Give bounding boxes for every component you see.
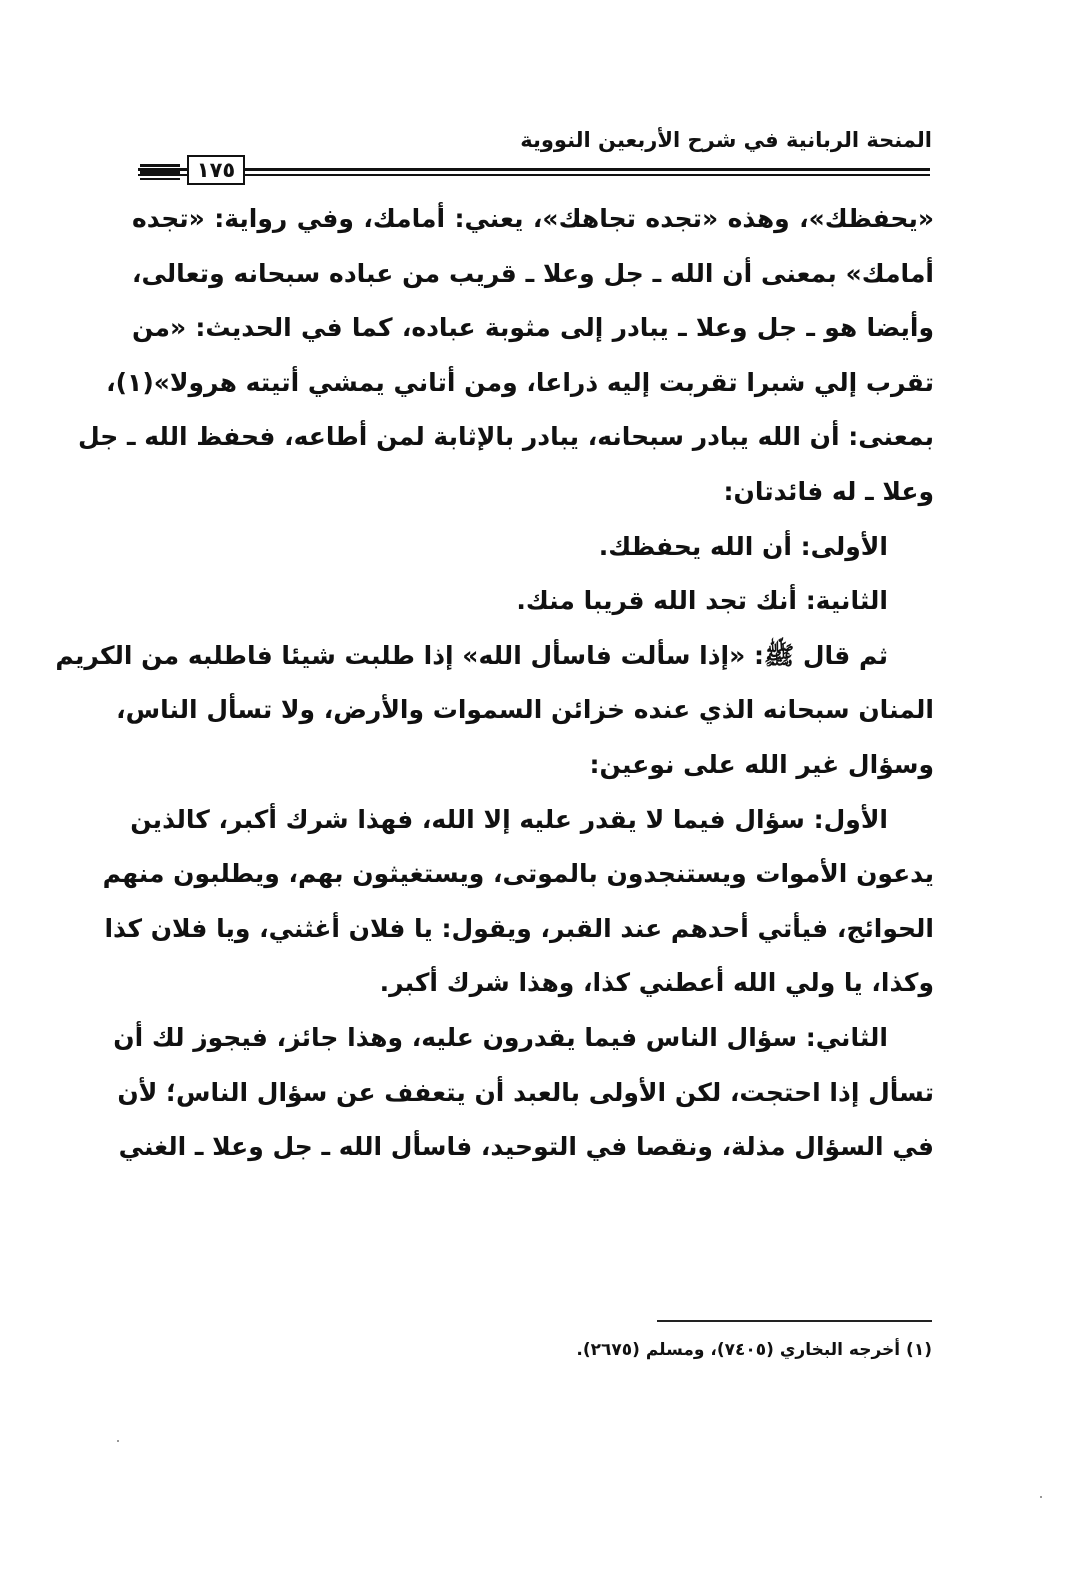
text-line: الثاني: سؤال الناس فيما يقدرون عليه، وهذا جائز، فيجوز لك أن bbox=[113, 1022, 888, 1052]
footnote-rule bbox=[657, 1320, 932, 1322]
text-line: وسؤال غير الله على نوعين: bbox=[589, 749, 934, 779]
text-line: وأيضا هو ـ جل وعلا ـ يبادر إلى مثوبة عباده، كما في الحديث: «من bbox=[132, 313, 934, 343]
text-line: وعلا ـ له فائدتان: bbox=[723, 476, 934, 506]
text-line: تقرب إلي شبرا تقربت إليه ذراعا، ومن أتاني يمشي أتيته هرولا»(١)، bbox=[106, 367, 934, 397]
scan-speck bbox=[117, 1440, 119, 1442]
running-title: المنحة الربانية في شرح الأربعين النووية bbox=[520, 128, 932, 152]
header-rule-thick bbox=[138, 168, 930, 171]
text-line: بمعنى: أن الله يبادر سبحانه، يبادر بالإثابة لمن أطاعه، فحفظ الله ـ جل bbox=[77, 422, 934, 452]
header-ornament-bar bbox=[140, 164, 180, 167]
text-line: الحوائج، فيأتي أحدهم عند القبر، ويقول: يا فلان أغثني، ويا فلان كذا bbox=[104, 913, 934, 943]
header-rule-thin bbox=[138, 174, 930, 176]
text-line: «يحفظك»، وهذه «تجده تجاهك»، يعني: أمامك، وفي رواية: «تجده bbox=[132, 204, 934, 233]
text-line: الأول: سؤال فيما لا يقدر عليه إلا الله، فهذا شرك أكبر، كالذين bbox=[130, 804, 888, 834]
scan-speck bbox=[1040, 1496, 1042, 1498]
text-line: أمامك» بمعنى أن الله ـ جل وعلا ـ قريب من عباده سبحانه وتعالى، bbox=[132, 258, 934, 288]
text-line: الأولى: أن الله يحفظك. bbox=[598, 531, 888, 561]
text-line: في السؤال مذلة، ونقصا في التوحيد، فاسأل الله ـ جل وعلا ـ الغني bbox=[118, 1132, 934, 1162]
text-line: الثانية: أنك تجد الله قريبا منك. bbox=[516, 586, 888, 616]
text-line: يدعون الأموات ويستنجدون بالموتى، ويستغيثون بهم، ويطلبون منهم bbox=[102, 859, 934, 889]
text-line: وكذا، يا ولي الله أعطني كذا، وهذا شرك أكبر. bbox=[379, 968, 934, 998]
header-ornament-bar bbox=[140, 178, 180, 180]
page-number: ١٧٥ bbox=[187, 155, 245, 185]
text-line: تسأل إذا احتجت، لكن الأولى بالعبد أن يتعفف عن سؤال الناس؛ لأن bbox=[117, 1077, 934, 1107]
main-text bbox=[55, 192, 934, 1175]
text-line: المنان سبحانه الذي عنده خزائن السموات والأرض، ولا تسأل الناس، bbox=[116, 695, 934, 725]
footnote: (١) أخرجه البخاري (٧٤٠٥)، ومسلم (٢٦٧٥). bbox=[576, 1340, 932, 1360]
text-line: ثم قال ﷺ: «إذا سألت فاسأل الله» إذا طلبت شيئا فاطلبه من الكريم bbox=[55, 640, 888, 670]
